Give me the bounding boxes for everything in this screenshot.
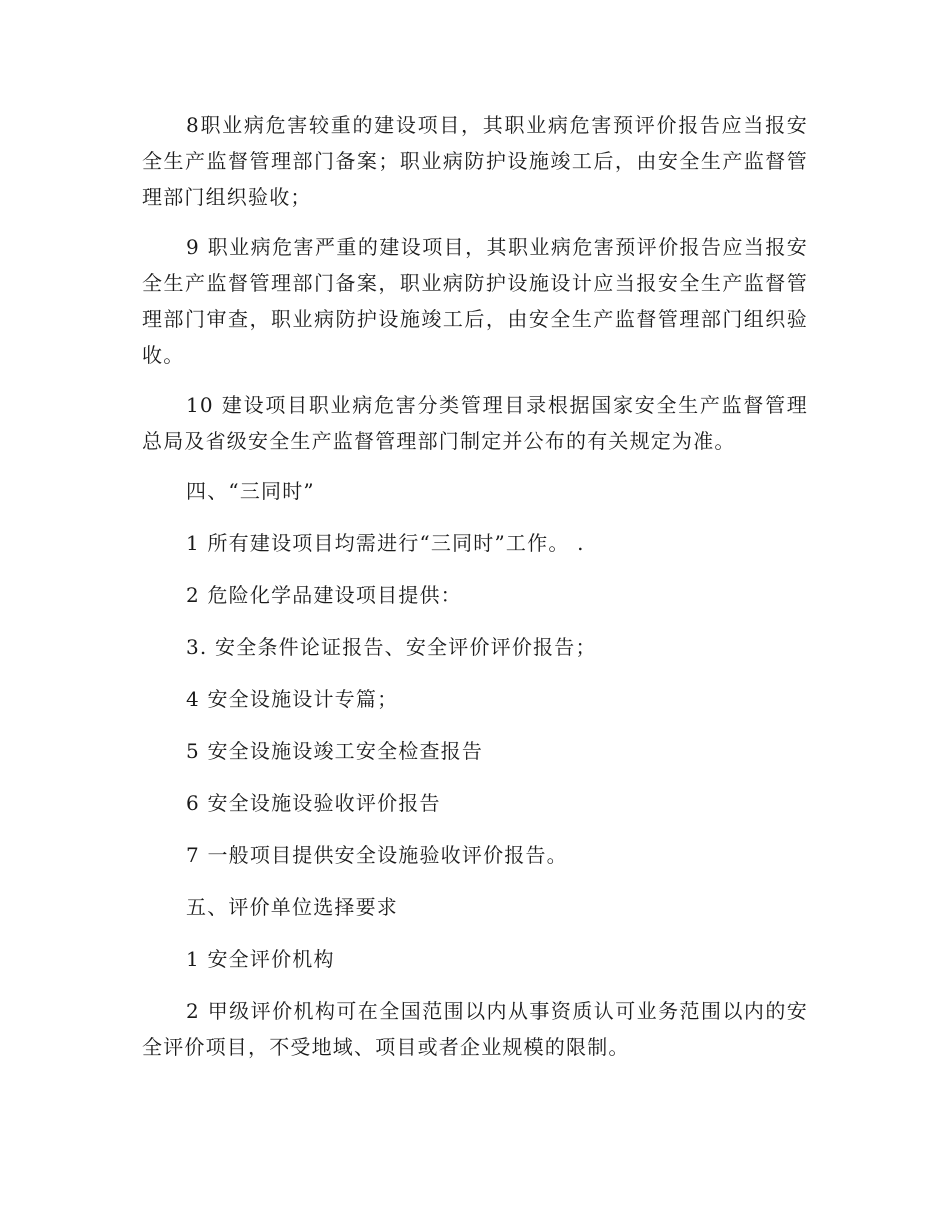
paragraph-item-2b: 2 甲级评价机构可在全国范围以内从事资质认可业务范围以内的安全评价项目，不受地域、项目或者企业规模的限制。 xyxy=(142,999,808,1059)
paragraph-item-10: 10 建设项目职业病危害分类管理目录根据国家安全生产监督管理总局及省级安全生产监督管理部门制定并公布的有关规定为准。 xyxy=(142,393,808,453)
paragraph-item-7: 7 一般项目提供安全设施验收评价报告。 xyxy=(186,843,568,867)
paragraph-item-6: 6 安全设施设验收评价报告 xyxy=(186,791,441,815)
paragraph-item-9: 9 职业病危害严重的建设项目，其职业病危害预评价报告应当报安全生产监督管理部门备案，职业病防护设施设计应当报安全生产监督管理部门审查，职业病防护设施竣工后，由安全生产监督管理部门组织验收。 xyxy=(142,235,808,367)
paragraph-item-2: 2 危险化学品建设项目提供： xyxy=(186,583,462,607)
paragraph-item-5: 5 安全设施设竣工安全检查报告 xyxy=(186,739,484,763)
section-heading-four: 四、“三同时” xyxy=(186,479,315,503)
document-page xyxy=(142,107,808,1065)
paragraph-item-8: 8职业病危害较重的建设项目，其职业病危害预评价报告应当报安全生产监督管理部门备案；职业病防护设施竣工后，由安全生产监督管理部门组织验收； xyxy=(142,113,808,209)
paragraph-item-1b: 1 安全评价机构 xyxy=(186,947,335,971)
section-heading-five: 五、评价单位选择要求 xyxy=(186,895,398,919)
paragraph-item-4: 4 安全设施设计专篇； xyxy=(186,687,399,711)
paragraph-item-1: 1 所有建设项目均需进行“三同时”工作。 . xyxy=(186,531,585,555)
paragraph-item-3: 3. 安全条件论证报告、安全评价评价报告； xyxy=(186,635,597,659)
